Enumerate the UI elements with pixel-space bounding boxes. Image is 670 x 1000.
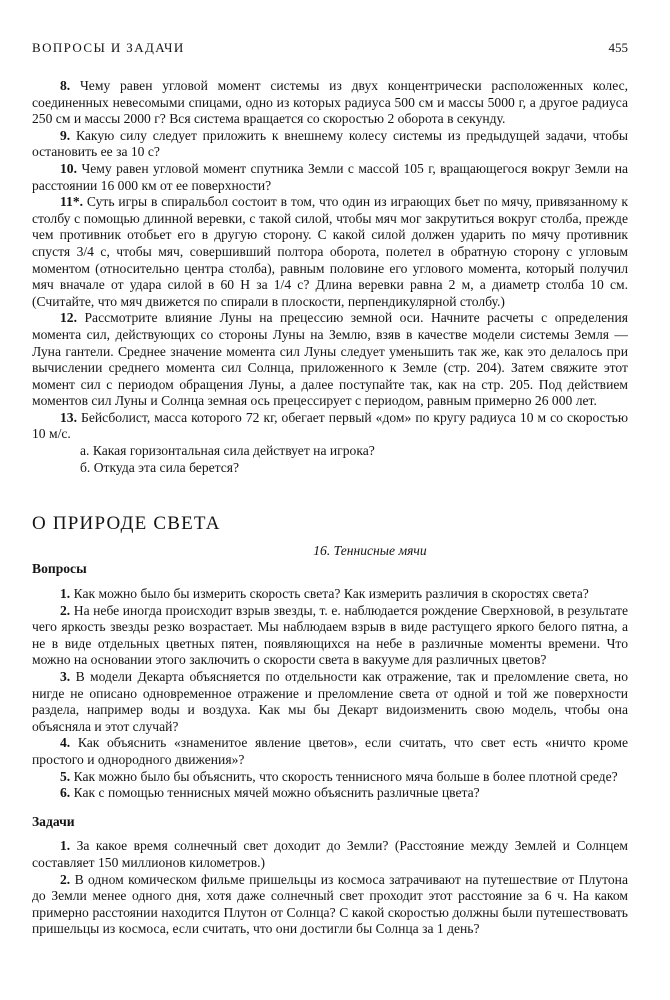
problem-13-part-a: а. Какая горизонтальная сила действует на игрока?: [80, 443, 375, 459]
question-text: Как объяснить «знаменитое явление цветов», если считать, что свет есть «ничто кроме простого и однородного движения»?: [32, 735, 628, 767]
questions-heading: Вопросы: [32, 561, 87, 577]
chapter-title: О ПРИРОДЕ СВЕТА: [32, 513, 221, 535]
problem-13-part-b: б. Откуда эта сила берется?: [80, 459, 240, 475]
question-text: Как можно было бы объяснить, что скорость теннисного мяча больше в более плотной среде?: [73, 768, 618, 784]
question-number: 1.: [60, 586, 71, 602]
task-number: 2.: [60, 871, 71, 887]
question-number: 2.: [60, 602, 71, 618]
question-6: [32, 785, 628, 802]
question-number: 5.: [60, 768, 71, 784]
tasks-heading: Задачи: [32, 813, 75, 829]
problem-number: 12.: [60, 310, 77, 326]
question-text: Как можно было бы измерить скорость света? Как измерить различия в скоростях света?: [73, 586, 589, 602]
page-content: [32, 78, 628, 938]
problem-text: Чему равен угловой момент системы из двух концентрически расположенных колес, соединенных невесомыми спицами, одно из которых радиуса 500 см и массы 5000 г, а другое радиуса 250 см и массы 2000 г? Вся система вращается со скоростью 2 оборота в секунду.: [32, 78, 629, 127]
question-4: [32, 735, 628, 768]
task-number: 1.: [60, 838, 71, 854]
problem-number: 10.: [60, 160, 77, 176]
task-text: В одном комическом фильме пришельцы из космоса затрачивают на путешествие от Плутона до Земли менее одного дня, хотя даже солнечный свет проходит этот расстояние за 6 ч. На каком примерно расстоянии находится Плутон от Солнца? С какой скоростью должны были путешествовать пришельцы из космоса, если считать, что они достигли бы Солнца за 1 день?: [32, 871, 628, 937]
question-3: [32, 669, 628, 735]
question-number: 4.: [60, 735, 71, 751]
section-title: 16. Теннисные мячи: [313, 542, 427, 558]
question-number: 6.: [60, 785, 71, 801]
question-5: [32, 769, 628, 786]
page-number: 455: [608, 40, 628, 55]
task-2: [32, 872, 628, 938]
running-head: [32, 40, 628, 56]
question-1: [32, 586, 628, 603]
task-text: За какое время солнечный свет доходит до Земли? (Расстояние между Землей и Солнцем составляет 150 миллионов километров.): [32, 838, 628, 870]
problem-number: 8.: [60, 78, 71, 93]
problem-8: [32, 78, 628, 128]
question-text: В модели Декарта объясняется по отдельности как отражение, так и преломление света, но нигде не описано одновременное отражение и преломление света от одной и той же поверхности раздела, например воды и воздуха. Как мы бы Декарт видоизменить свою модель, чтобы она объясняла и этот случай?: [32, 669, 628, 734]
question-text: Как с помощью теннисных мячей можно объяснить различные цвета?: [73, 785, 480, 801]
problem-text: Рассмотрите влияние Луны на прецессию земной оси. Начните расчеты с определения момента сил, действующих со стороны Луны на Землю, взяв в качестве модели системы Земля — Луна гантели. Среднее значение момента сил Луны следует уменьшить так же, как это делалось при вычислении среднего момента сил Солнца, приложенного к Земле (стр. 204). Затем свяжите этот момент сил с периодом обращения Луны, а далее поступайте так, как на стр. 205. Под действием моментов сил Луны и Солнца земная ось прецессирует с периодом, равным примерно 26 000 лет.: [32, 310, 628, 409]
problem-11: [32, 194, 628, 310]
problem-text: Бейсболист, масса которого 72 кг, обегает первый «дом» по кругу радиуса 10 м со скоростью 10 м/с.: [32, 409, 629, 442]
problem-number: 9.: [60, 127, 71, 143]
section-header: ВОПРОСЫ И ЗАДАЧИ: [32, 40, 185, 55]
problem-text: Суть игры в спиральбол состоит в том, что один из играющих бьет по мячу, привязанному к столбу с помощью длинной веревки, с такой силой, чтобы мяч мог закрутиться вокруг столба, прежде чем противник отобьет его в другую сторону. С какой силой должен ударить по мячу противник спустя 3/4 с, чтобы мяч, совершивший полтора оборота, полетел в обратную сторону с угловым моментом (относительно центра столба), равным половине его углового момента, который получил мяч вначале от удара силой в 60 Н за 1/4 с? Длина веревки равна 2 м, а диаметр столба 10 см. (Считайте, что мяч движется по спирали в плоскости, перпендикулярной столбу.): [32, 194, 628, 309]
problem-13: [32, 410, 628, 443]
question-2: [32, 603, 628, 669]
problem-10: [32, 161, 628, 194]
problem-number: 13.: [60, 409, 77, 425]
problem-12: [32, 310, 628, 410]
problem-text: Какую силу следует приложить к внешнему колесу системы из предыдущей задачи, чтобы остановить ее за 10 с?: [32, 127, 628, 160]
question-text: На небе иногда происходит взрыв звезды, т. е. наблюдается рождение Сверхновой, в результате чего яркость звезды резко возрастает. Мы наблюдаем взрыв в виде растущего яркого белого пятна, а не в виде отдельных цветных пятен, появляющихся на небе в различные моменты времени. Что можно на основании этого заключить о скорости света в вакууме для различных цветов?: [32, 602, 628, 668]
question-number: 3.: [60, 669, 71, 684]
problem-9: [32, 128, 628, 161]
problem-number: 11*.: [60, 194, 84, 210]
problem-text: Чему равен угловой момент спутника Земли с массой 105 г, вращающегося вокруг Земли на расстоянии 16 000 км от ее поверхности?: [32, 160, 629, 193]
task-1: [32, 838, 628, 871]
